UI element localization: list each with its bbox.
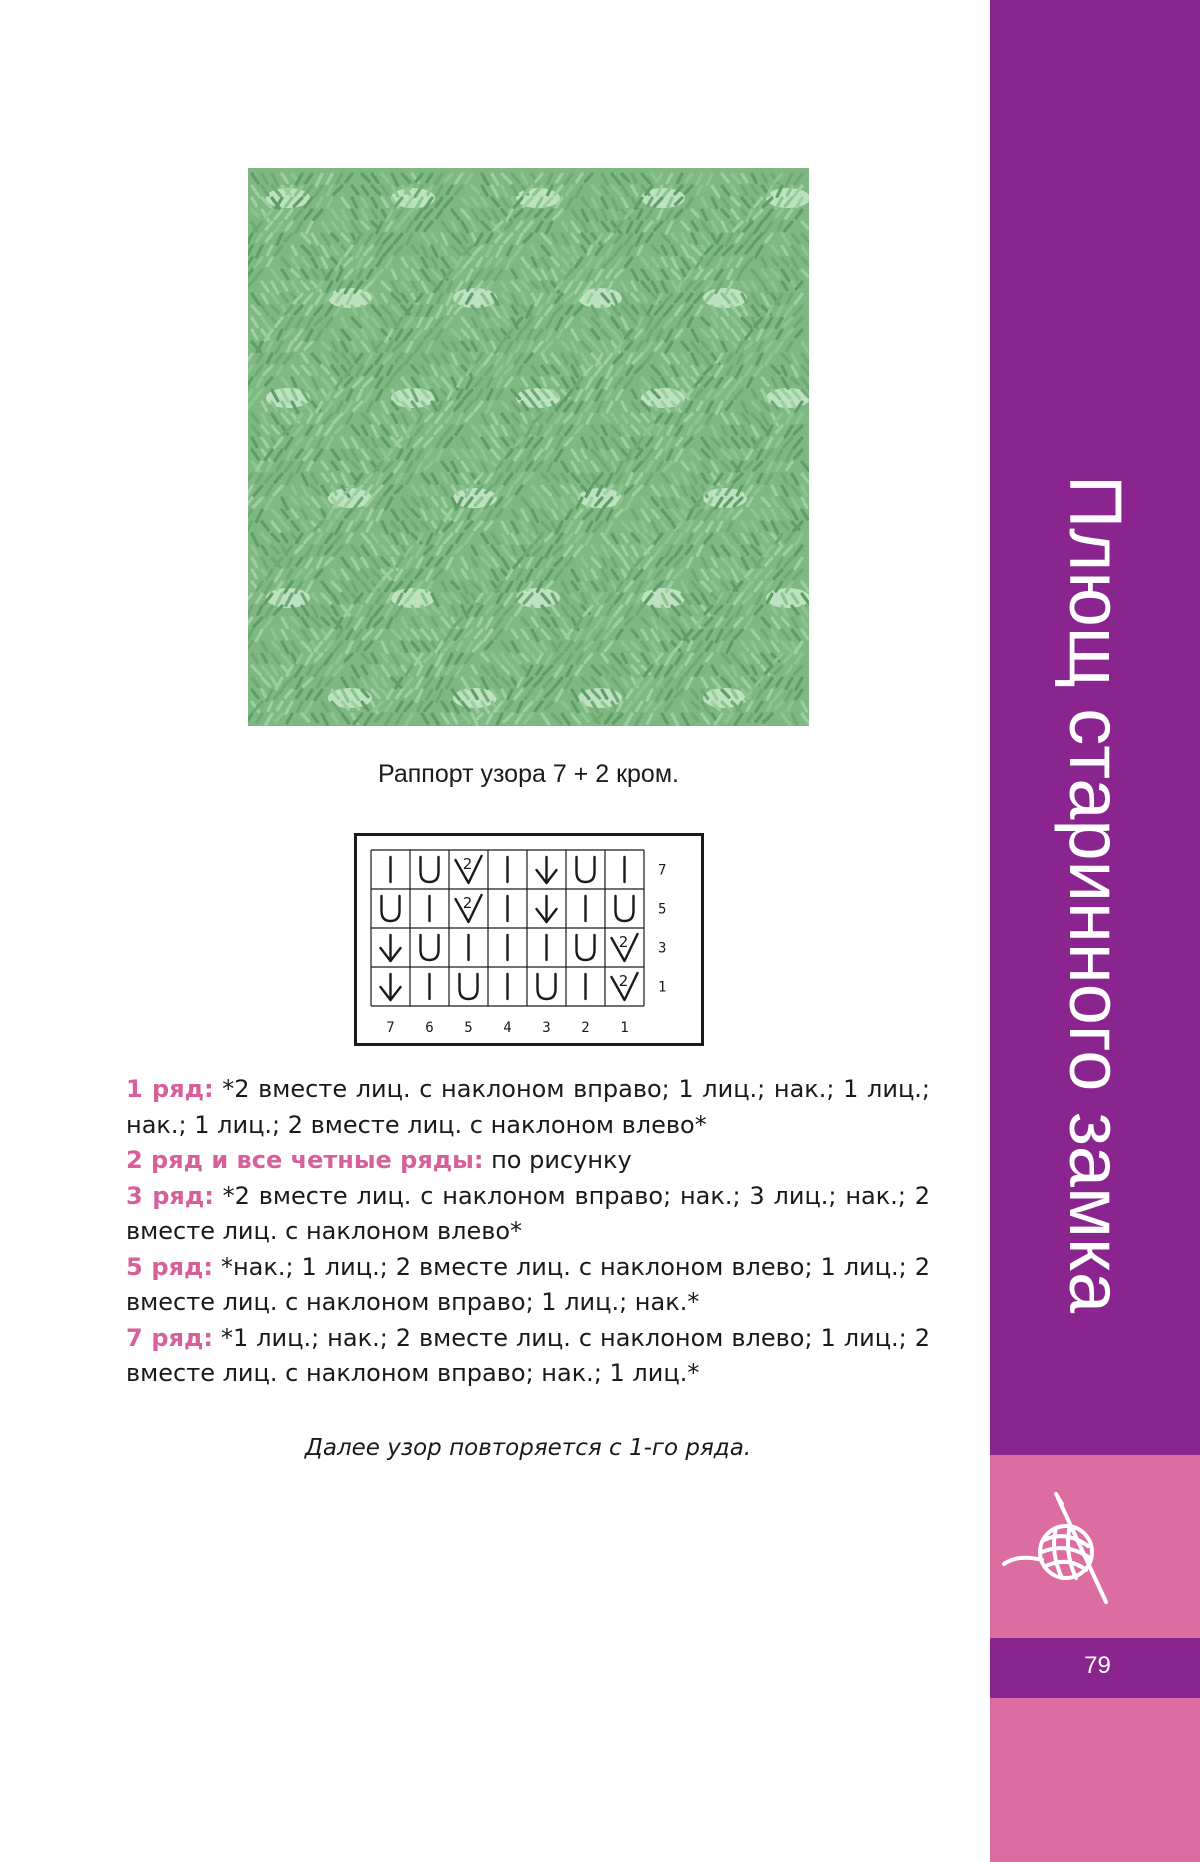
knitting-chart (354, 833, 704, 1046)
chart-row-number: 1 (658, 979, 667, 996)
instruction-row-3 (126, 1179, 930, 1250)
chart-column-number: 4 (503, 1020, 512, 1036)
decrease-count: 2 (462, 855, 473, 873)
instruction-row-5 (126, 1250, 930, 1321)
chart-column-number: 6 (425, 1020, 434, 1036)
pattern-title: Плющ старинного замка (1054, 475, 1137, 1314)
chart-column-number: 1 (620, 1020, 629, 1036)
yarn-over-symbol (616, 896, 634, 921)
chart-column-number: 3 (542, 1020, 551, 1036)
chart-column-number: 2 (581, 1020, 590, 1036)
row-text: *1 лиц.; нак.; 2 вместе лиц. с наклоном влево; 1 лиц.; 2 вместе лиц. с наклоном вправо; нак.; 1 лиц.* (126, 1323, 931, 1387)
page-number: 79 (1084, 1652, 1111, 1679)
row-label: 7 ряд: (126, 1323, 213, 1352)
chart-row-number: 5 (658, 901, 667, 918)
row-text: *2 вместе лиц. с наклоном вправо; нак.; 3 лиц.; нак.; 2 вместе лиц. с наклоном влево* (126, 1181, 931, 1245)
row-text: *нак.; 1 лиц.; 2 вместе лиц. с наклоном влево; 1 лиц.; 2 вместе лиц. с наклоном вправо; 1 лиц.; нак.* (126, 1252, 931, 1316)
decrease-count: 2 (462, 894, 473, 912)
knitted-swatch-photo (248, 168, 809, 726)
yarn-over-symbol (538, 974, 556, 999)
yarn-ball-icon (998, 1490, 1118, 1610)
instruction-row-7 (126, 1321, 930, 1392)
chart-row-number: 3 (658, 940, 667, 957)
yarn-over-symbol (577, 935, 595, 960)
row-label: 1 ряд: (126, 1075, 214, 1103)
yarn-over-symbol (460, 974, 478, 999)
row-text: *2 вместе лиц. с наклоном вправо; 1 лиц.; нак.; 1 лиц.; нак.; 1 лиц.; 2 вместе лиц. с наклоном влево* (126, 1075, 930, 1139)
chart-column-number: 7 (386, 1020, 395, 1036)
yarn-over-symbol (421, 935, 439, 960)
decrease-count: 2 (618, 972, 629, 990)
instruction-row-1 (126, 1072, 930, 1143)
chart-row-number: 7 (658, 862, 667, 879)
sidebar-bottom-panel (990, 1698, 1200, 1862)
chart-column-number: 5 (464, 1020, 473, 1036)
instructions (126, 1072, 930, 1392)
instruction-row-2 (126, 1143, 930, 1179)
yarn-over-symbol (421, 857, 439, 882)
decrease-count: 2 (618, 933, 629, 951)
row-text: по рисунку (483, 1146, 632, 1174)
row-label: 5 ряд: (126, 1252, 213, 1281)
row-label: 3 ряд: (126, 1181, 214, 1210)
repeat-caption: Раппорт узора 7 + 2 кром. (378, 760, 679, 788)
yarn-over-symbol (382, 896, 400, 921)
yarn-over-symbol (577, 857, 595, 882)
row-label: 2 ряд и все четные ряды: (126, 1146, 484, 1174)
repeat-note: Далее узор повторяется с 1-го ряда. (304, 1435, 752, 1461)
